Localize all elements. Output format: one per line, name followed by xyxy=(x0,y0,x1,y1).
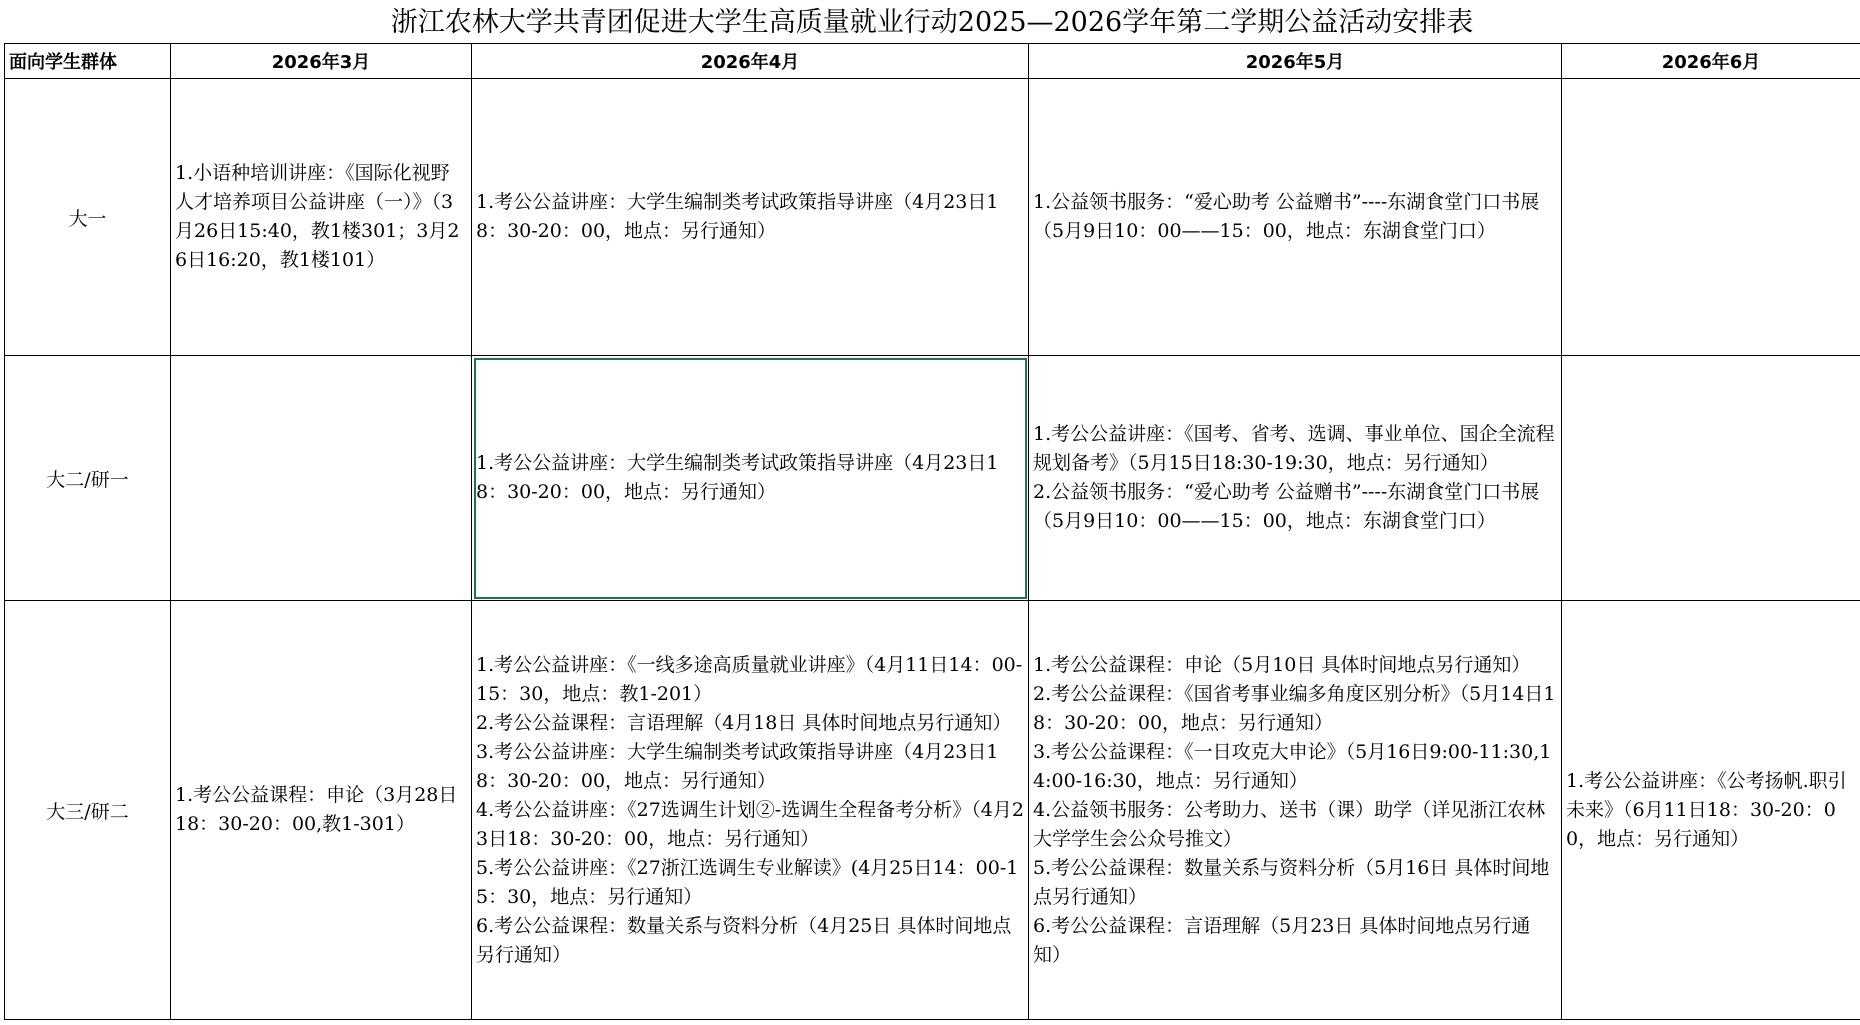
schedule-table xyxy=(4,43,1860,1020)
cell-content xyxy=(1029,420,1561,536)
cell-content xyxy=(472,651,1028,970)
march-cell[interactable] xyxy=(171,356,472,601)
table-row xyxy=(5,356,1860,601)
april-cell[interactable] xyxy=(472,601,1029,1020)
activity-item: 6.考公公益课程：数量关系与资料分析（4月25日 具体时间地点另行通知） xyxy=(476,914,1012,966)
header-group[interactable]: 面向学生群体 xyxy=(5,44,171,79)
cell-content xyxy=(171,159,471,275)
activity-item: 1.公益领书服务：“爱心助考 公益赠书”----东湖食堂门口书展（5月9日10：00——15：00，地点：东湖食堂门口） xyxy=(1033,191,1540,242)
activity-item: 1.考公公益讲座：《一线多途高质量就业讲座》（4月11日14：00-15：30，地点：教1-201） xyxy=(476,653,1023,705)
group-cell[interactable]: 大一 xyxy=(5,79,171,356)
cell-content xyxy=(1029,651,1561,970)
group-cell[interactable]: 大二/研一 xyxy=(5,356,171,601)
june-cell[interactable] xyxy=(1562,601,1860,1020)
june-cell[interactable] xyxy=(1562,79,1860,356)
activity-item: 1.考公公益课程：申论（5月10日 具体时间地点另行通知） xyxy=(1033,653,1531,676)
header-april[interactable]: 2026年4月 xyxy=(472,44,1029,79)
activity-item: 5.考公公益课程：数量关系与资料分析（5月16日 具体时间地点另行通知） xyxy=(1033,856,1550,908)
activity-item: 2.公益领书服务：“爱心助考 公益赠书”----东湖食堂门口书展（5月9日10：00——15：00，地点：东湖食堂门口） xyxy=(1033,481,1540,532)
activity-item: 6.考公公益课程：言语理解（5月23日 具体时间地点另行通知） xyxy=(1033,914,1531,966)
table-row xyxy=(5,79,1860,356)
activity-item: 1.考公公益讲座：大学生编制类考试政策指导讲座（4月23日18：30-20：00，地点：另行通知） xyxy=(476,452,999,503)
activity-item: 3.考公公益课程：《一日攻克大申论》（5月16日9:00-11:30,14:00-16:30，地点：另行通知） xyxy=(1033,740,1552,792)
header-row xyxy=(5,44,1860,79)
group-cell[interactable]: 大三/研二 xyxy=(5,601,171,1020)
sheet-title[interactable]: 浙江农林大学共青团促进大学生高质量就业行动2025—2026学年第二学期公益活动安排表 xyxy=(390,7,1474,38)
activity-item: 1.考公公益讲座：《公考扬帆.职引未来》（6月11日18：30-20：00，地点：另行通知） xyxy=(1566,769,1847,850)
may-cell[interactable] xyxy=(1029,356,1562,601)
cell-content xyxy=(472,188,1028,246)
header-march[interactable]: 2026年3月 xyxy=(171,44,472,79)
may-cell[interactable] xyxy=(1029,601,1562,1020)
activity-item: 2.考公公益课程：《国省考事业编多角度区别分析》（5月14日18：30-20：00，地点：另行通知） xyxy=(1033,682,1556,734)
activity-item: 4.考公公益讲座：《27选调生计划②-选调生全程备考分析》（4月23日18：30-20：00，地点：另行通知） xyxy=(476,798,1024,850)
cell-content xyxy=(1029,188,1561,246)
march-cell[interactable] xyxy=(171,601,472,1020)
header-may[interactable]: 2026年5月 xyxy=(1029,44,1562,79)
march-cell[interactable] xyxy=(171,79,472,356)
june-cell[interactable] xyxy=(1562,356,1860,601)
cell-content xyxy=(472,449,1028,507)
activity-item: 1.小语种培训讲座：《国际化视野人才培养项目公益讲座（一）》（3月26日15:40，教1楼301；3月26日16:20，教1楼101） xyxy=(175,162,460,271)
table-row xyxy=(5,601,1860,1020)
cell-content xyxy=(171,781,471,839)
may-cell[interactable] xyxy=(1029,79,1562,356)
activity-item: 1.考公公益讲座：大学生编制类考试政策指导讲座（4月23日18：30-20：00，地点：另行通知） xyxy=(476,191,999,242)
activity-item: 1.考公公益讲座：《国考、省考、选调、事业单位、国企全流程规划备考》（5月15日18:30-19:30，地点：另行通知） xyxy=(1033,423,1555,474)
cell-content xyxy=(1562,767,1860,854)
activity-item: 4.公益领书服务：公考助力、送书（课）助学（详见浙江农林大学学生会公众号推文） xyxy=(1033,798,1546,850)
april-cell[interactable] xyxy=(472,79,1029,356)
activity-item: 3.考公公益讲座：大学生编制类考试政策指导讲座（4月23日18：30-20：00，地点：另行通知） xyxy=(476,740,999,792)
spreadsheet xyxy=(4,3,1860,1020)
activity-item: 1.考公公益课程：申论（3月28日18：30-20：00,教1-301） xyxy=(175,784,458,835)
activity-item: 5.考公公益讲座：《27浙江选调生专业解读》(4月25日14：00-15：30，地点：另行通知） xyxy=(476,856,1019,908)
header-june[interactable]: 2026年6月 xyxy=(1562,44,1860,79)
activity-item: 2.考公公益课程：言语理解（4月18日 具体时间地点另行通知） xyxy=(476,711,1012,734)
april-cell-selected[interactable] xyxy=(472,356,1029,601)
